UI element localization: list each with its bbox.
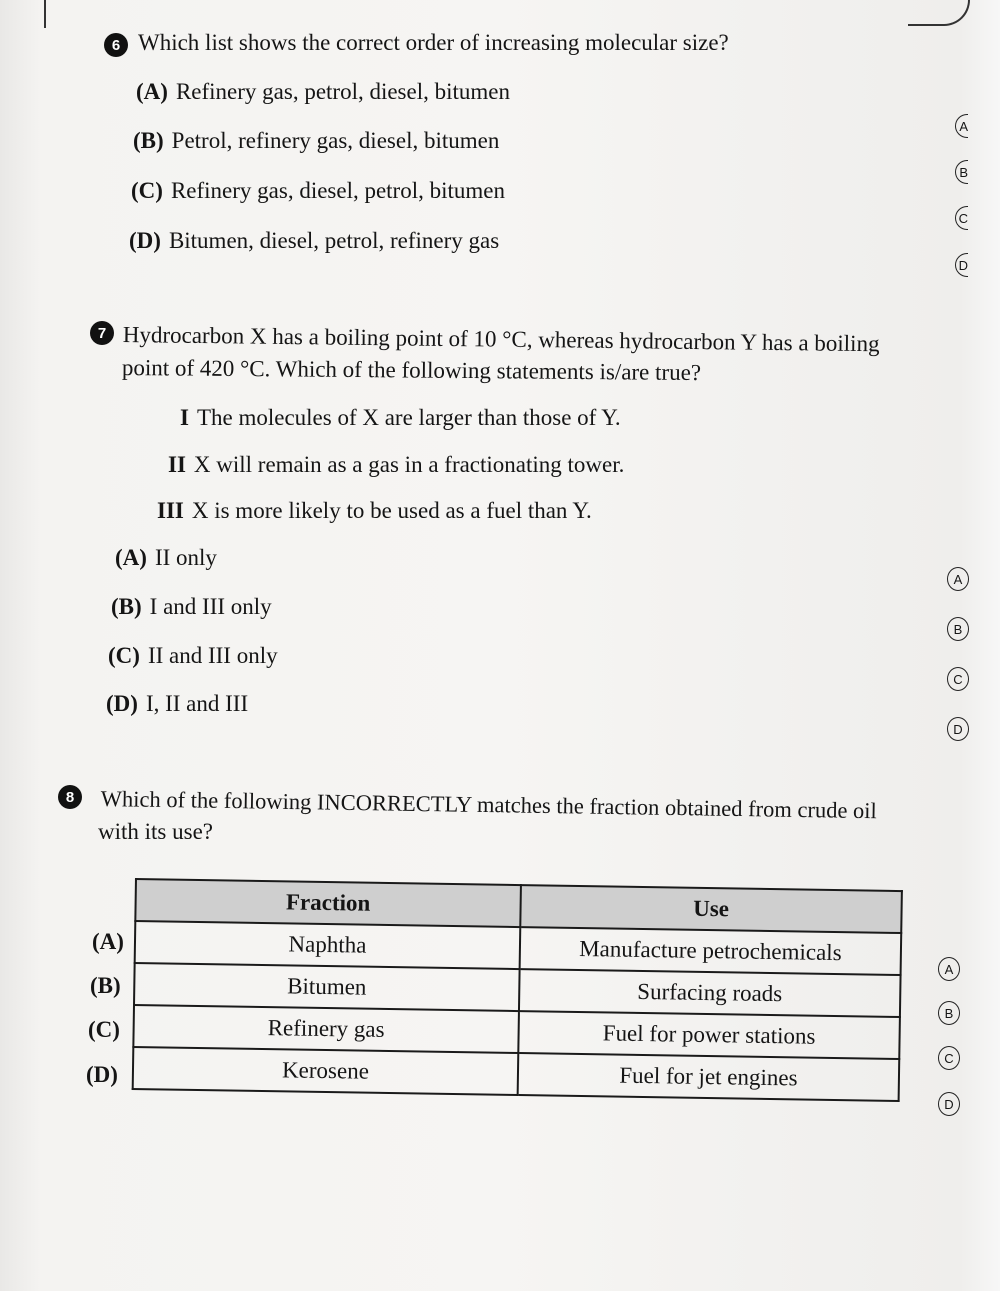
q6-option-c-text: Refinery gas, diesel, petrol, bitumen (170, 178, 505, 203)
q8-bubble-a[interactable]: A (938, 957, 960, 981)
q6-bubble-b[interactable]: B (955, 160, 968, 184)
q6-option-b-letter: (B) (133, 128, 164, 153)
table-cell-use: Fuel for jet engines (518, 1053, 900, 1101)
question-6-number: 6 (104, 33, 128, 57)
question-7-text-line1: Hydrocarbon X has a boiling point of 10 °C, whereas hydrocarbon Y has a boiling (122, 322, 880, 357)
q7-statement-i-text: The molecules of X are larger than those of Y. (196, 405, 621, 430)
q6-option-b-text: Petrol, refinery gas, diesel, bitumen (171, 128, 500, 153)
q8-row-label-d[interactable]: (D) (86, 1062, 118, 1087)
page-edge-line (44, 0, 46, 28)
table-cell-use: Fuel for power stations (518, 1011, 900, 1059)
table-cell-use: Manufacture petrochemicals (520, 927, 902, 975)
q7-option-b[interactable] (111, 594, 272, 620)
q7-option-c[interactable] (108, 643, 278, 669)
q7-option-d-text: I, II and III (145, 691, 249, 716)
q6-option-a-text: Refinery gas, petrol, diesel, bitumen (175, 79, 510, 104)
question-7-text-line2: point of 420 °C. Which of the following statements is/are true? (121, 355, 702, 386)
question-8-number: 8 (58, 785, 82, 809)
q7-statement-ii-numeral: II (168, 452, 186, 477)
page-corner-curl (908, 0, 970, 26)
q6-option-b[interactable] (133, 128, 499, 154)
question-8-text-line2: with its use? (98, 819, 213, 844)
table-header-fraction: Fraction (135, 879, 521, 927)
q8-bubble-c[interactable]: C (938, 1046, 960, 1070)
question-8-text-line1: Which of the following INCORRECTLY matches the fraction obtained from crude oil (100, 786, 877, 824)
table-cell-use: Surfacing roads (519, 969, 901, 1017)
fraction-use-table (132, 878, 903, 1102)
q7-bubble-c[interactable]: C (947, 667, 969, 691)
q7-option-a-letter: (A) (115, 545, 147, 570)
q7-option-c-letter: (C) (108, 643, 140, 668)
table-header-use: Use (520, 885, 902, 933)
q7-option-a-text: II only (154, 545, 217, 570)
q7-option-b-letter: (B) (111, 594, 142, 619)
q7-statement-iii-numeral: III (157, 498, 184, 523)
q7-statement-iii (157, 498, 592, 524)
question-7-number: 7 (90, 321, 114, 345)
q7-option-d-letter: (D) (106, 691, 138, 716)
question-6-text: Which list shows the correct order of increasing molecular size? (138, 30, 729, 55)
q6-option-d-text: Bitumen, diesel, petrol, refinery gas (168, 228, 500, 253)
q7-statement-i-numeral: I (180, 405, 189, 430)
table-cell-fraction: Naphtha (135, 921, 521, 969)
q8-bubble-d[interactable]: D (938, 1092, 960, 1116)
q7-statement-iii-text: X is more likely to be used as a fuel than Y. (191, 498, 592, 523)
q6-bubble-a[interactable]: A (955, 114, 968, 138)
q6-option-c-letter: (C) (131, 178, 163, 203)
q7-bubble-d[interactable]: D (947, 717, 969, 741)
q6-option-a-letter: (A) (136, 79, 168, 104)
table-cell-fraction: Kerosene (133, 1047, 519, 1095)
q7-bubble-a[interactable]: A (947, 567, 969, 591)
q7-option-a[interactable] (115, 545, 217, 571)
table-cell-fraction: Refinery gas (133, 1005, 519, 1053)
q6-option-d[interactable] (129, 228, 499, 254)
q7-statement-ii-text: X will remain as a gas in a fractionating tower. (193, 452, 625, 477)
q7-statement-i (180, 405, 621, 431)
q8-row-label-a[interactable]: (A) (92, 929, 124, 954)
q8-row-label-c[interactable]: (C) (88, 1017, 120, 1042)
table-cell-fraction: Bitumen (134, 963, 520, 1011)
q7-option-d[interactable] (106, 691, 248, 717)
q8-row-label-b[interactable]: (B) (90, 973, 121, 998)
q7-bubble-b[interactable]: B (947, 617, 969, 641)
q6-option-d-letter: (D) (129, 228, 161, 253)
q6-bubble-c[interactable]: C (955, 206, 968, 230)
q7-option-c-text: II and III only (147, 643, 278, 668)
q7-option-b-text: I and III only (149, 594, 272, 619)
q7-statement-ii (168, 452, 624, 478)
q6-bubble-d[interactable]: D (955, 253, 968, 277)
q6-option-c[interactable] (131, 178, 505, 204)
q8-bubble-b[interactable]: B (938, 1001, 960, 1025)
q6-option-a[interactable] (136, 79, 510, 105)
